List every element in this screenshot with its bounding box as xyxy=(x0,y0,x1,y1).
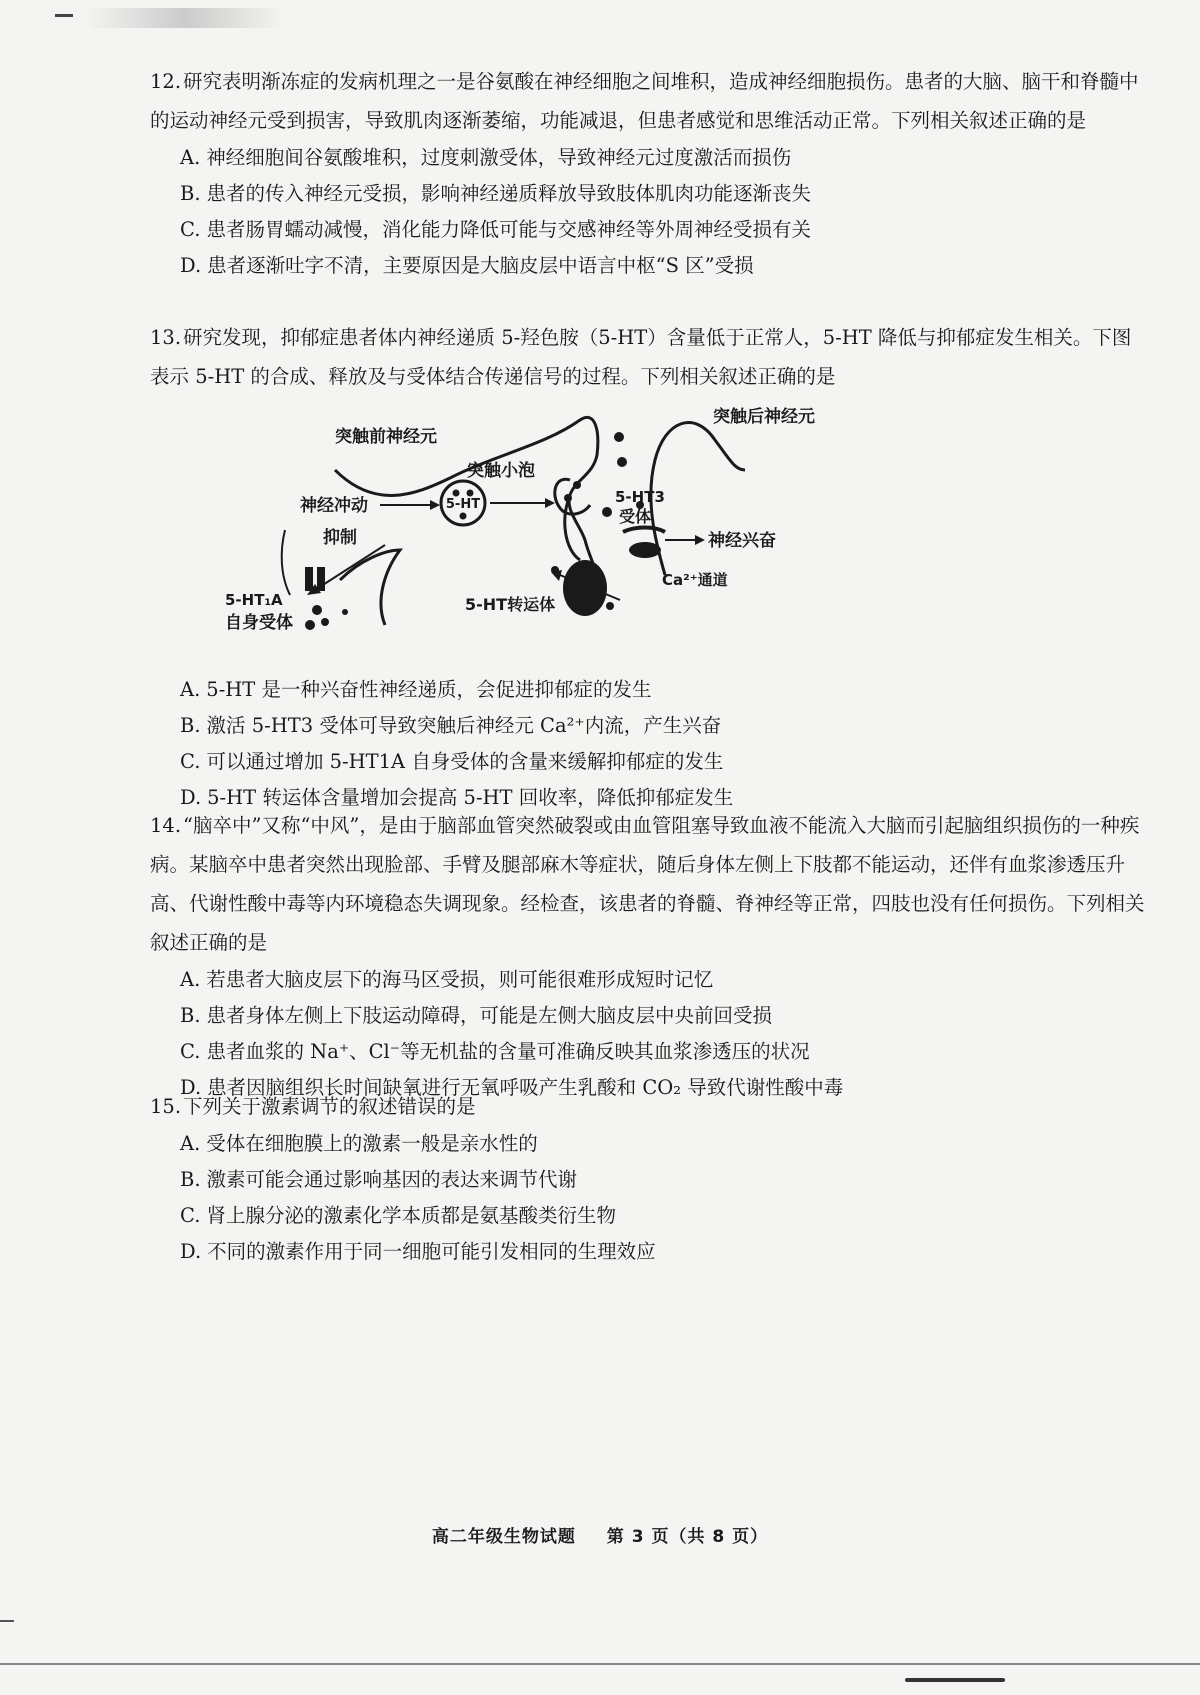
5ht-dot xyxy=(564,494,572,502)
autoreceptor-label: 5-HT₁A xyxy=(225,591,283,609)
autoreceptor-bar xyxy=(305,567,313,591)
option-b: B. 激素可能会通过影响基因的表达来调节代谢 xyxy=(180,1168,578,1191)
option-b: B. 患者身体左侧上下肢运动障碍，可能是左侧大脑皮层中央前回受损 xyxy=(180,1004,773,1027)
option-a: A. 神经细胞间谷氨酸堆积，过度刺激受体，导致神经元过度激活而损伤 xyxy=(180,146,792,169)
question-stem: 12. 研究表明渐冻症的发病机理之一是谷氨酸在神经细胞之间堆积，造成神经细胞损伤。患者的大脑、脑干和脊髓中的运动神经元受到损害，导致肌肉逐渐萎缩，功能减退，但患者感觉和思维活动正常。下列相关叙述正确的是 xyxy=(150,70,1139,132)
5ht3-receptor-label-2: 受体 xyxy=(619,507,652,526)
5ht-dot xyxy=(606,602,614,610)
option-a: A. 受体在细胞膜上的激素一般是亲水性的 xyxy=(180,1132,538,1155)
scan-smudge xyxy=(85,8,285,28)
impulse-arrowhead xyxy=(430,500,440,510)
presynaptic-terminal xyxy=(555,479,590,514)
question-12 xyxy=(150,62,1150,284)
vesicle-content-label: 5-HT xyxy=(445,497,481,512)
transporter-label: 5-HT转运体 xyxy=(465,595,556,614)
nerve-impulse-label: 神经冲动 xyxy=(300,496,368,516)
option-c: C. 患者血浆的 Na⁺、Cl⁻等无机盐的含量可准确反映其血浆渗透压的状况 xyxy=(180,1040,810,1063)
autoreceptor-bar xyxy=(317,567,325,591)
5ht-dot xyxy=(312,605,322,615)
option-d: D. 不同的激素作用于同一细胞可能引发相同的生理效应 xyxy=(180,1240,656,1263)
5ht-dot xyxy=(614,432,624,442)
5ht-dot xyxy=(551,566,559,574)
scan-stroke xyxy=(905,1678,1005,1682)
neural-excitation-label: 神经兴奋 xyxy=(708,531,776,551)
question-15 xyxy=(150,1087,1150,1270)
5ht-dot xyxy=(617,457,627,467)
5ht3-receptor-label: 5-HT3 xyxy=(615,488,665,506)
autoreceptor-label-2: 自身受体 xyxy=(225,613,293,633)
option-d: D. 患者逐渐吐字不清，主要原因是大脑皮层中语言中枢“S 区”受损 xyxy=(180,254,754,277)
5ht-dot xyxy=(342,609,348,615)
option-d: D. 患者因脑组织长时间缺氧进行无氧呼吸产生乳酸和 CO₂ 导致代谢性酸中毒 xyxy=(180,1076,844,1099)
excitation-arrowhead xyxy=(695,535,705,545)
scan-mark xyxy=(55,14,73,17)
presynaptic-lower-branch xyxy=(340,550,400,625)
ca-channel-label: Ca²⁺通道 xyxy=(662,571,728,589)
option-c: C. 肾上腺分泌的激素化学本质都是氨基酸类衍生物 xyxy=(180,1204,616,1227)
scan-mark xyxy=(0,1620,14,1622)
presynaptic-left-edge xyxy=(282,530,290,595)
option-c: C. 可以通过增加 5-HT1A 自身受体的含量来缓解抑郁症的发生 xyxy=(180,750,724,773)
option-b: B. 激活 5-HT3 受体可导致突触后神经元 Ca²⁺内流，产生兴奋 xyxy=(180,714,722,737)
5ht-transporter xyxy=(563,560,607,616)
question-stem: 15. 下列关于激素调节的叙述错误的是 xyxy=(150,1095,476,1118)
footer-title: 高二年级生物试题 xyxy=(431,1527,576,1547)
question-14 xyxy=(150,806,1150,1106)
option-d: D. 5-HT 转运体含量增加会提高 5-HT 回收率，降低抑郁症发生 xyxy=(180,786,734,809)
question-stem: 14. “脑卒中”又称“中风”，是由于脑部血管突然破裂或由血管阻塞导致血液不能流入大脑而引起脑组织损伤的一种疾病。某脑卒中患者突然出现脸部、手臂及腿部麻木等症状，随后身体左侧上下肢都不能运动，还伴有血浆渗透压升高、代谢性酸中毒等内环境稳态失调现象。经检查，该患者的脊髓、脊神经等正常，四肢也没有任何损伤。下列相关叙述正确的是 xyxy=(150,814,1145,954)
footer-page-number: 第 3 页（共 8 页） xyxy=(606,1527,769,1547)
vesicle-dot xyxy=(453,490,460,497)
5ht-dot xyxy=(305,620,315,630)
synapse-diagram xyxy=(225,400,925,670)
5ht-dot xyxy=(602,507,612,517)
release-arrowhead xyxy=(545,498,555,508)
vesicle-dot xyxy=(467,490,474,497)
option-b: B. 患者的传入神经元受损，影响神经递质释放导致肢体肌肉功能逐渐丧失 xyxy=(180,182,812,205)
5ht-dot xyxy=(321,618,329,626)
option-a: A. 若患者大脑皮层下的海马区受损，则可能很难形成短时记忆 xyxy=(180,968,714,991)
question-stem: 13. 研究发现，抑郁症患者体内神经递质 5-羟色胺（5-HT）含量低于正常人，5-HT 降低与抑郁症发生相关。下图表示 5-HT 的合成、释放及与受体结合传递信号的过程。下列相关叙述正确的是 xyxy=(150,326,1132,388)
option-c: C. 患者肠胃蠕动减慢，消化能力降低可能与交感神经等外周神经受损有关 xyxy=(180,218,811,241)
5ht3-receptor xyxy=(623,528,665,533)
inhibit-label: 抑制 xyxy=(323,528,357,548)
scan-edge-line xyxy=(0,1663,1200,1665)
postsynaptic-membrane xyxy=(651,423,745,575)
5ht-dot xyxy=(573,481,581,489)
postsynaptic-neuron-label: 突触后神经元 xyxy=(713,407,815,427)
inhibit-arrow xyxy=(315,545,385,590)
synaptic-vesicle-label: 突触小泡 xyxy=(467,461,535,481)
presynaptic-neuron-label: 突触前神经元 xyxy=(335,427,437,447)
page-footer xyxy=(0,1522,1200,1547)
vesicle-dot xyxy=(460,513,467,520)
ca-channel xyxy=(629,542,661,558)
option-a: A. 5-HT 是一种兴奋性神经递质，会促进抑郁症的发生 xyxy=(180,678,652,701)
